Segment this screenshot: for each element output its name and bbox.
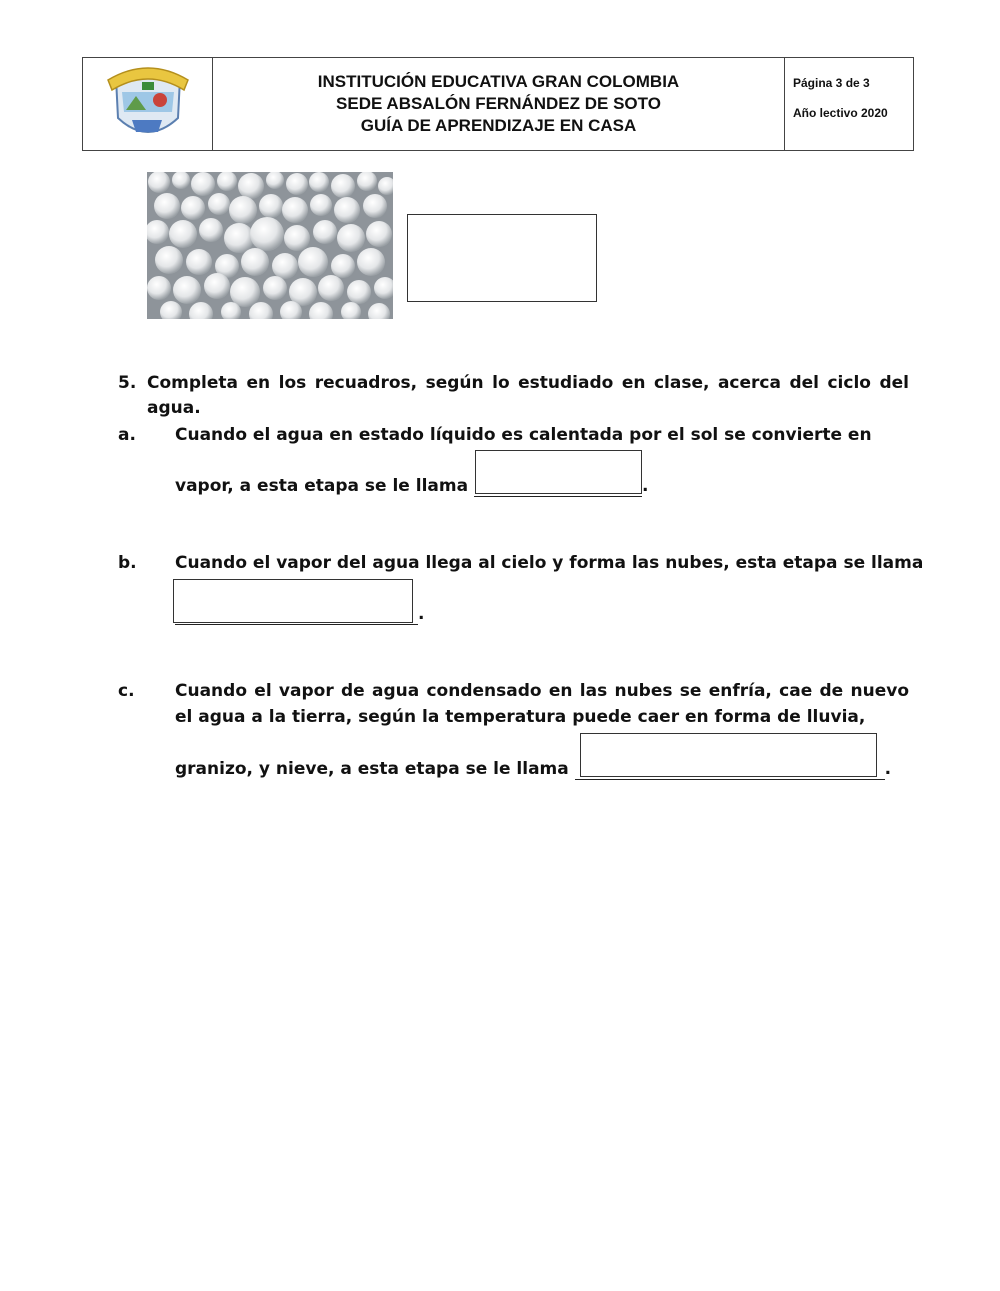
header-title bbox=[213, 58, 785, 150]
school-year: Año lectivo 2020 bbox=[793, 106, 888, 120]
question-text-line1: Completa en los recuadros, según lo estudiado en clase, acerca del ciclo del bbox=[147, 373, 909, 393]
item-b-answer-box[interactable] bbox=[173, 579, 413, 623]
item-b-line1: Cuando el vapor del agua llega al cielo y forma las nubes, esta etapa se llama bbox=[175, 553, 924, 573]
document-header bbox=[82, 57, 914, 151]
hail-photo bbox=[147, 172, 393, 319]
item-c-end: . bbox=[884, 759, 892, 779]
item-b-end: . bbox=[418, 604, 425, 624]
question-text-line2: agua. bbox=[147, 398, 201, 418]
header-meta bbox=[785, 58, 913, 150]
item-a-end: . bbox=[641, 476, 649, 496]
item-a-line1: Cuando el agua en estado líquido es calentada por el sol se convierte en bbox=[175, 425, 872, 445]
guide-title: GUÍA DE APRENDIZAJE EN CASA bbox=[360, 116, 637, 135]
photo-answer-box[interactable] bbox=[407, 214, 597, 302]
item-c-line1: Cuando el vapor de agua condensado en las nubes se enfría, cae de nuevo bbox=[175, 681, 909, 701]
item-c-label: c. bbox=[118, 681, 135, 701]
item-a-answer-box[interactable] bbox=[475, 450, 642, 494]
item-c-line2: el agua a la tierra, según la temperatura puede caer en forma de lluvia, bbox=[175, 707, 866, 727]
item-a-line2-text: vapor, a esta etapa se le llama bbox=[175, 476, 469, 496]
item-b-label: b. bbox=[118, 553, 137, 573]
institution-name: INSTITUCIÓN EDUCATIVA GRAN COLOMBIA bbox=[317, 72, 680, 91]
campus-name: SEDE ABSALÓN FERNÁNDEZ DE SOTO bbox=[336, 94, 661, 113]
question-number: 5. bbox=[118, 373, 137, 393]
school-crest-icon bbox=[102, 60, 194, 148]
page-number: Página 3 de 3 bbox=[793, 76, 870, 90]
item-a-label: a. bbox=[118, 425, 136, 445]
item-c-answer-box[interactable] bbox=[580, 733, 877, 777]
school-logo bbox=[83, 58, 213, 150]
item-c-line3-text: granizo, y nieve, a esta etapa se le llama bbox=[175, 759, 569, 779]
